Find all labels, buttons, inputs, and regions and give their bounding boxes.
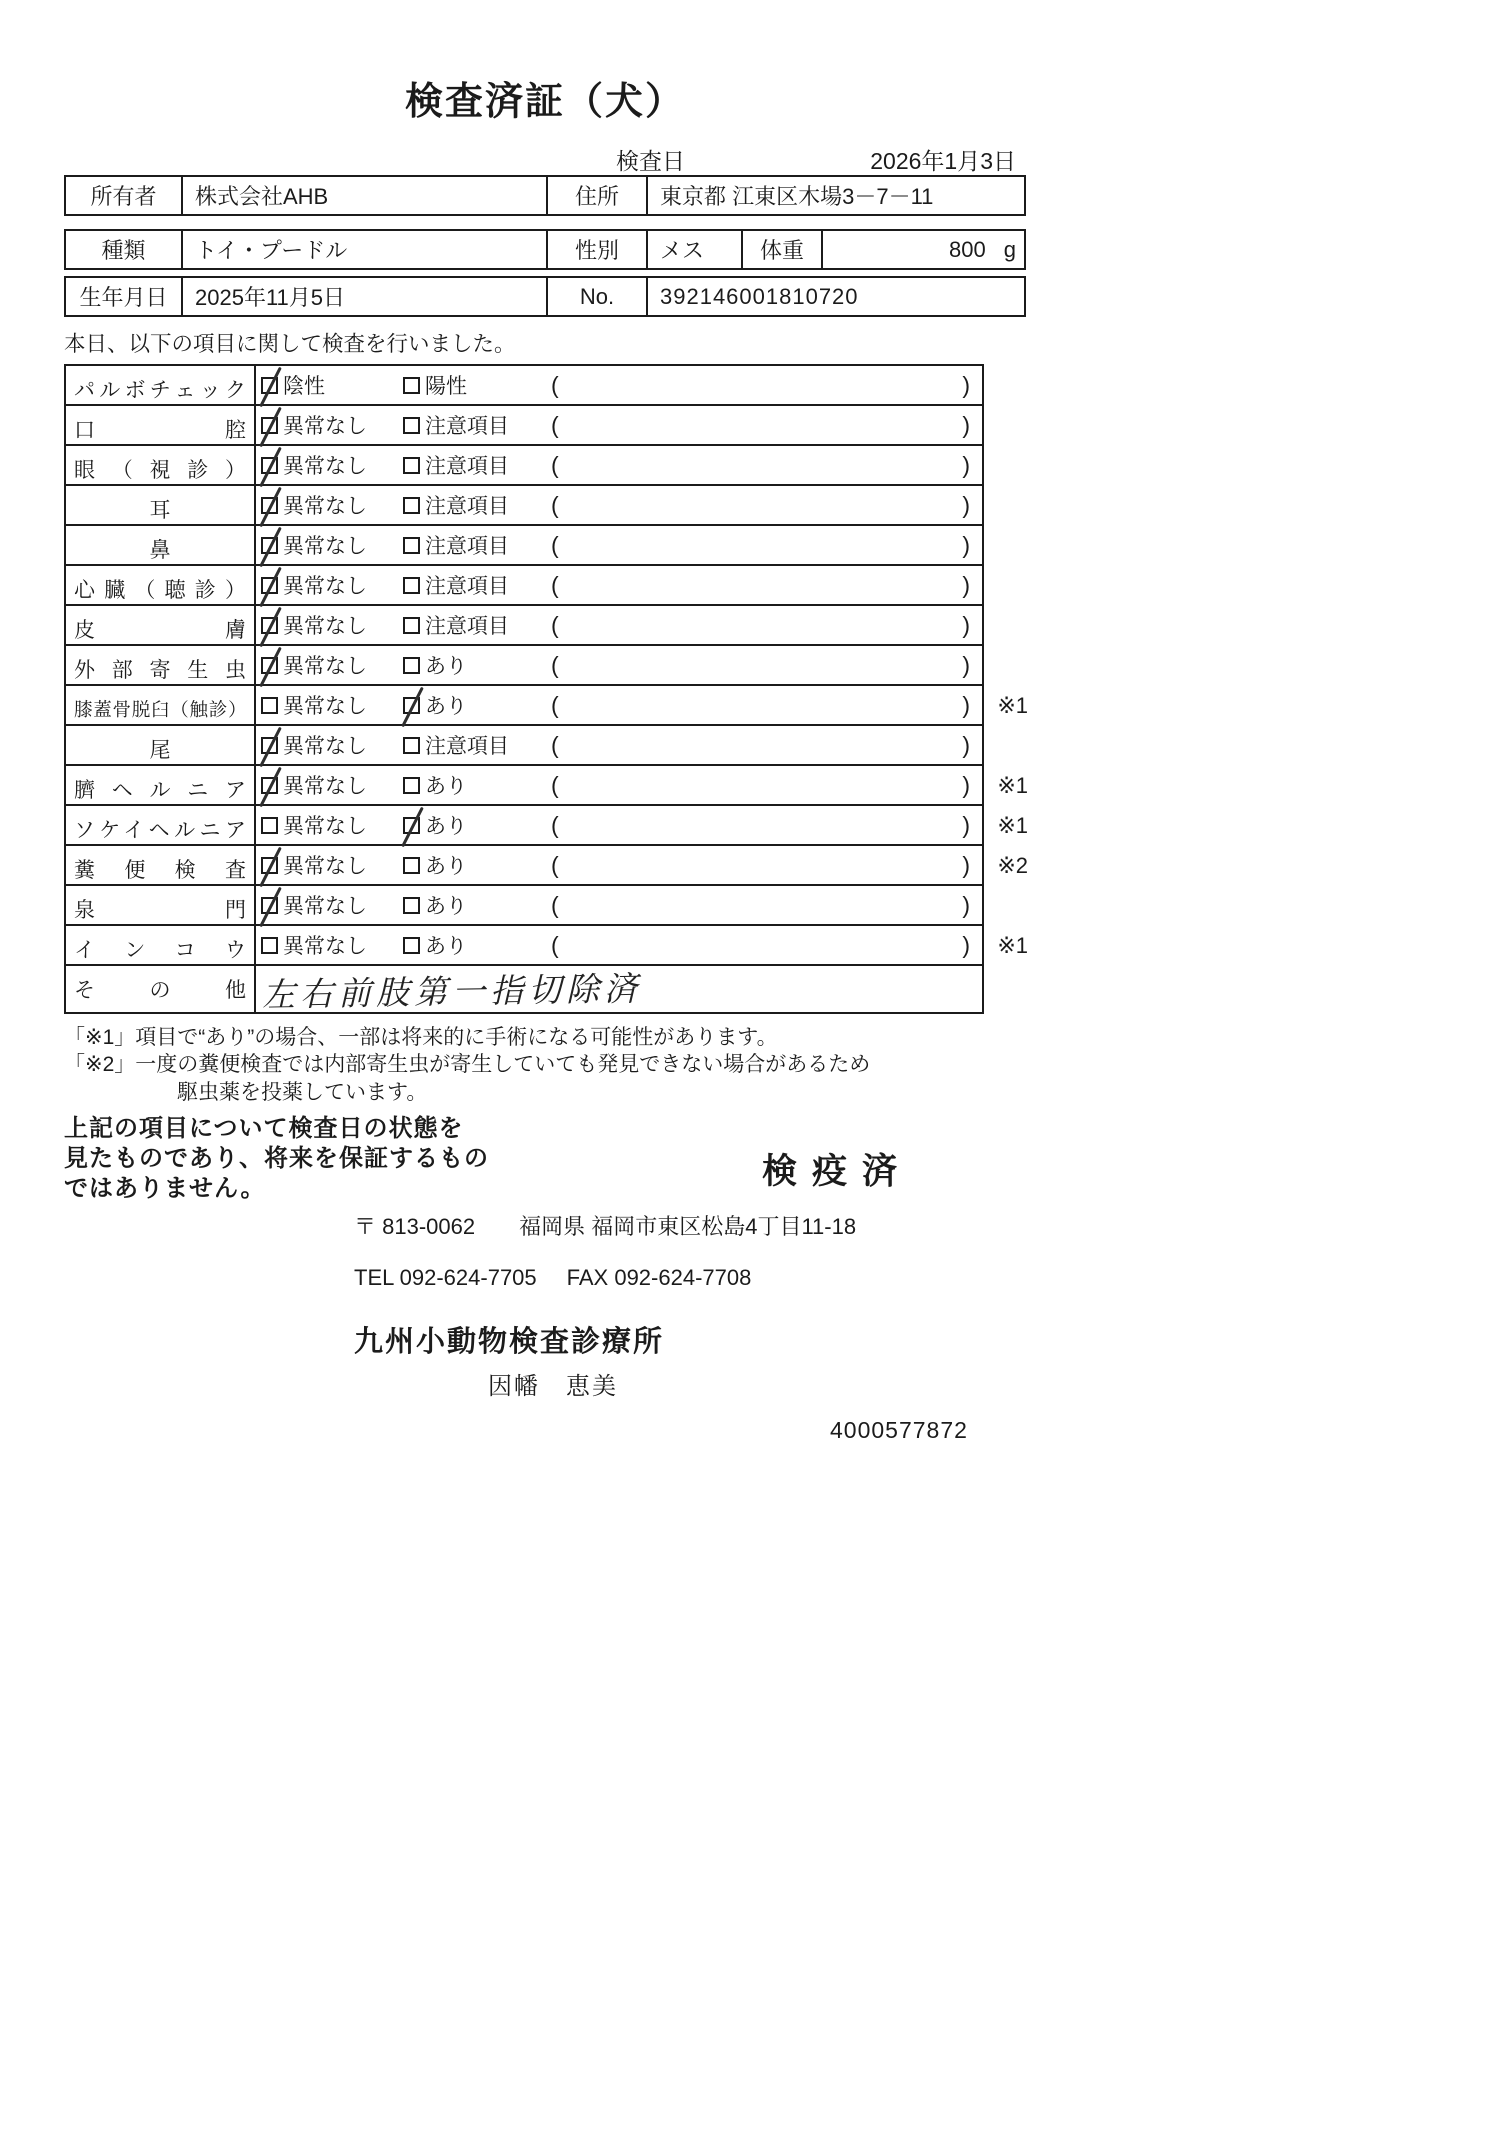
checkbox-icon	[403, 737, 420, 754]
weight-value: 800	[949, 236, 986, 262]
paren-open: (	[551, 891, 559, 918]
row-heart	[66, 566, 982, 606]
item-label: 心臓（聴診）	[66, 566, 256, 604]
row-inguinal-hernia	[66, 806, 1028, 846]
option-label: 異常なし	[283, 495, 367, 518]
option-label: 異常なし	[283, 615, 367, 638]
checkbox-icon	[261, 697, 278, 714]
row-ears	[66, 486, 982, 526]
options	[256, 366, 982, 404]
paren-close: )	[962, 491, 970, 518]
paren-open: (	[551, 451, 559, 478]
checkbox-icon	[261, 377, 278, 394]
option-label: 異常なし	[283, 655, 367, 678]
option-label: 注意項目	[425, 495, 509, 518]
paren-open: (	[551, 851, 559, 878]
item-label: 眼（視診）	[66, 446, 256, 484]
options	[256, 486, 982, 524]
birthdate-value: 2025年11月5日	[181, 278, 546, 315]
note-parens	[551, 612, 982, 639]
note-parens	[551, 412, 982, 439]
paren-open: (	[551, 371, 559, 398]
disclaimer-line-1: 上記の項目について検査日の状態を	[64, 1114, 464, 1142]
item-label: 泉門	[66, 886, 256, 924]
other-content	[256, 966, 982, 1012]
row-other	[66, 966, 982, 1012]
item-label: 糞便検査	[66, 846, 256, 884]
paren-close: )	[962, 451, 970, 478]
option-normal	[261, 650, 403, 680]
checkbox-icon	[261, 817, 278, 834]
row-remark: ※1	[997, 813, 1028, 838]
paren-open: (	[551, 531, 559, 558]
inspection-date-row	[64, 143, 1026, 174]
number-value: 392146001810720	[646, 278, 1024, 315]
checkbox-icon	[403, 937, 420, 954]
option-label: 陰性	[283, 375, 325, 398]
checkbox-icon	[403, 897, 420, 914]
checkbox-icon	[403, 537, 420, 554]
breed-label: 種類	[101, 238, 146, 263]
options	[256, 726, 982, 764]
birthdate-label: 生年月日	[79, 285, 168, 310]
option-normal	[261, 570, 403, 600]
checkbox-icon	[403, 577, 420, 594]
paren-close: )	[962, 811, 970, 838]
option-normal	[261, 890, 403, 920]
option-label: 異常なし	[283, 935, 367, 958]
item-label: 膝蓋骨脱臼（触診）	[66, 686, 256, 724]
option-label: 異常なし	[283, 855, 367, 878]
option-positive	[403, 370, 551, 400]
option-present	[403, 770, 551, 800]
certificate-document	[64, 0, 1026, 1444]
pet-info-row-1	[64, 229, 1026, 270]
options	[256, 566, 982, 604]
row-remark: ※1	[997, 693, 1028, 718]
clinic-telfax-line	[354, 1265, 1026, 1291]
paren-open: (	[551, 571, 559, 598]
option-label: 異常なし	[283, 815, 367, 838]
checkbox-icon	[261, 897, 278, 914]
clinic-tel: TEL 092-624-7705	[354, 1264, 537, 1290]
option-label: あり	[425, 695, 467, 718]
paren-close: )	[962, 571, 970, 598]
option-normal	[261, 810, 403, 840]
option-normal	[261, 530, 403, 560]
option-caution	[403, 450, 551, 480]
item-label: その他	[66, 966, 256, 1012]
option-label: あり	[425, 855, 467, 878]
options	[256, 846, 982, 884]
row-tail	[66, 726, 982, 766]
option-caution	[403, 490, 551, 520]
paren-close: )	[962, 651, 970, 678]
option-label: 異常なし	[283, 775, 367, 798]
option-present	[403, 690, 551, 720]
option-normal	[261, 770, 403, 800]
option-present	[403, 810, 551, 840]
option-caution	[403, 730, 551, 760]
options	[256, 926, 982, 964]
option-caution	[403, 530, 551, 560]
examiner-name: 因幡 恵美	[488, 1372, 618, 1400]
note-parens	[551, 852, 982, 879]
paren-close: )	[962, 891, 970, 918]
owner-row	[64, 175, 1026, 216]
weight-label: 体重	[741, 231, 821, 268]
row-remark: ※1	[997, 773, 1028, 798]
disclaimer-line-3: ではありません。	[64, 1174, 266, 1202]
option-normal	[261, 930, 403, 960]
option-present	[403, 650, 551, 680]
option-present	[403, 930, 551, 960]
paren-close: )	[962, 691, 970, 718]
checkbox-icon	[403, 697, 420, 714]
option-normal	[261, 730, 403, 760]
option-label: あり	[425, 655, 467, 678]
checkbox-icon	[403, 817, 420, 834]
serial-number: 4000577872	[830, 1416, 968, 1443]
checkbox-icon	[261, 577, 278, 594]
options	[256, 406, 982, 444]
checkbox-icon	[261, 777, 278, 794]
pet-info-row-2	[64, 276, 1026, 317]
handwritten-note: 左右前肢第一指切除済	[261, 968, 643, 1014]
row-external-parasites	[66, 646, 982, 686]
note-parens	[551, 812, 982, 839]
address-label: 住所	[546, 177, 646, 214]
option-normal	[261, 450, 403, 480]
checkbox-icon	[261, 417, 278, 434]
weight-unit: g	[1003, 236, 1016, 262]
footnote-2: 「※2」一度の糞便検査では内部寄生虫が寄生していても発見できない場合があるため	[64, 1053, 871, 1077]
footnotes	[64, 1024, 1026, 1106]
footnote-2-continued: 駆虫薬を投薬しています。	[177, 1080, 428, 1104]
note-parens	[551, 932, 982, 959]
option-normal	[261, 410, 403, 440]
footnote-1: 「※1」項目で“あり”の場合、一部は将来的に手術になる可能性があります。	[64, 1026, 778, 1049]
paren-close: )	[962, 411, 970, 438]
paren-open: (	[551, 491, 559, 518]
item-label: 皮膚	[66, 606, 256, 644]
row-remark: ※2	[997, 853, 1028, 878]
clinic-fax: FAX 092-624-7708	[566, 1264, 752, 1290]
note-parens	[551, 892, 982, 919]
row-mouth	[66, 406, 982, 446]
note-parens	[551, 772, 982, 799]
checkbox-icon	[261, 537, 278, 554]
option-normal	[261, 850, 403, 880]
disclaimer-block	[64, 1114, 1026, 1204]
checkbox-icon	[403, 657, 420, 674]
option-label: 注意項目	[425, 415, 509, 438]
checkbox-icon	[403, 457, 420, 474]
option-caution	[403, 410, 551, 440]
item-label: パルボチェック	[66, 366, 256, 404]
note-parens	[551, 372, 982, 399]
paren-open: (	[551, 731, 559, 758]
option-label: 異常なし	[283, 535, 367, 558]
clinic-address-line	[354, 1210, 1026, 1241]
options	[256, 886, 982, 924]
row-fecal-exam	[66, 846, 1028, 886]
note-parens	[551, 692, 982, 719]
checkbox-icon	[403, 377, 420, 394]
option-caution	[403, 570, 551, 600]
note-parens	[551, 492, 982, 519]
sex-value: メス	[646, 231, 741, 268]
checkbox-icon	[403, 497, 420, 514]
item-label: ソケイヘルニア	[66, 806, 256, 844]
paren-close: )	[962, 371, 970, 398]
option-caution	[403, 610, 551, 640]
option-label: 注意項目	[425, 615, 509, 638]
quarantine-stamp: 検疫済	[762, 1151, 913, 1191]
disclaimer-line-2: 見たものであり、将来を保証するもの	[64, 1144, 489, 1172]
item-label: 鼻	[66, 526, 256, 564]
options	[256, 806, 982, 844]
document-title: 検査済証（犬）	[404, 81, 685, 123]
note-parens	[551, 532, 982, 559]
weight-cell	[821, 231, 1024, 268]
clinic-postal-code: 〒 813-0062	[354, 1213, 476, 1239]
option-label: 異常なし	[283, 455, 367, 478]
option-normal	[261, 490, 403, 520]
row-eyes	[66, 446, 982, 486]
row-inkou	[66, 926, 1028, 966]
address-value: 東京都 江東区木場3－7－11	[646, 177, 1024, 214]
options	[256, 446, 982, 484]
number-label: No.	[546, 278, 646, 315]
option-negative	[261, 370, 403, 400]
paren-open: (	[551, 811, 559, 838]
option-label: 異常なし	[283, 415, 367, 438]
owner-label: 所有者	[90, 184, 157, 209]
option-label: 陽性	[425, 375, 467, 398]
paren-close: )	[962, 851, 970, 878]
item-label: 外部寄生虫	[66, 646, 256, 684]
item-label: 臍ヘルニア	[66, 766, 256, 804]
option-normal	[261, 610, 403, 640]
option-label: 注意項目	[425, 455, 509, 478]
checkbox-icon	[403, 777, 420, 794]
row-remark: ※1	[997, 933, 1028, 958]
paren-open: (	[551, 611, 559, 638]
option-label: 異常なし	[283, 735, 367, 758]
option-normal	[261, 690, 403, 720]
paren-close: )	[962, 771, 970, 798]
paren-open: (	[551, 691, 559, 718]
checkbox-icon	[403, 857, 420, 874]
checkbox-icon	[261, 937, 278, 954]
checkbox-icon	[261, 497, 278, 514]
options	[256, 686, 982, 724]
option-label: 注意項目	[425, 735, 509, 758]
row-nose	[66, 526, 982, 566]
clinic-address: 福岡県 福岡市東区松島4丁目11-18	[519, 1213, 857, 1239]
breed-value: トイ・プードル	[181, 231, 546, 268]
row-parvo	[66, 366, 982, 406]
option-label: 異常なし	[283, 695, 367, 718]
note-parens	[551, 452, 982, 479]
paren-open: (	[551, 651, 559, 678]
intro-text: 本日、以下の項目に関して検査を行いました。	[64, 332, 516, 356]
checkbox-icon	[261, 617, 278, 634]
options	[256, 606, 982, 644]
note-parens	[551, 572, 982, 599]
checkbox-icon	[261, 457, 278, 474]
row-umbilical-hernia	[66, 766, 1028, 806]
paren-close: )	[962, 531, 970, 558]
item-label: 口腔	[66, 406, 256, 444]
paren-close: )	[962, 931, 970, 958]
row-skin	[66, 606, 982, 646]
option-label: 異常なし	[283, 895, 367, 918]
option-present	[403, 890, 551, 920]
options	[256, 766, 982, 804]
item-label: インコウ	[66, 926, 256, 964]
option-label: あり	[425, 935, 467, 958]
inspection-table	[64, 364, 1028, 1014]
checkbox-icon	[261, 657, 278, 674]
inspection-date-value: 2026年1月3日	[870, 148, 1016, 174]
sex-label: 性別	[546, 231, 646, 268]
option-label: 異常なし	[283, 575, 367, 598]
option-label: 注意項目	[425, 575, 509, 598]
clinic-name: 九州小動物検査診療所	[354, 1325, 665, 1358]
options	[256, 526, 982, 564]
paren-open: (	[551, 411, 559, 438]
checkbox-icon	[261, 737, 278, 754]
row-patella	[66, 686, 1028, 726]
options	[256, 646, 982, 684]
checkbox-icon	[261, 857, 278, 874]
option-present	[403, 850, 551, 880]
paren-open: (	[551, 931, 559, 958]
option-label: あり	[425, 775, 467, 798]
inspection-date-label: 検査日	[616, 148, 685, 174]
paren-open: (	[551, 771, 559, 798]
option-label: あり	[425, 815, 467, 838]
item-label: 尾	[66, 726, 256, 764]
row-fontanelle	[66, 886, 982, 926]
option-label: あり	[425, 895, 467, 918]
option-label: 注意項目	[425, 535, 509, 558]
item-label: 耳	[66, 486, 256, 524]
owner-value: 株式会社AHB	[181, 177, 546, 214]
checkbox-icon	[403, 417, 420, 434]
note-parens	[551, 732, 982, 759]
note-parens	[551, 652, 982, 679]
checkbox-icon	[403, 617, 420, 634]
paren-close: )	[962, 731, 970, 758]
paren-close: )	[962, 611, 970, 638]
